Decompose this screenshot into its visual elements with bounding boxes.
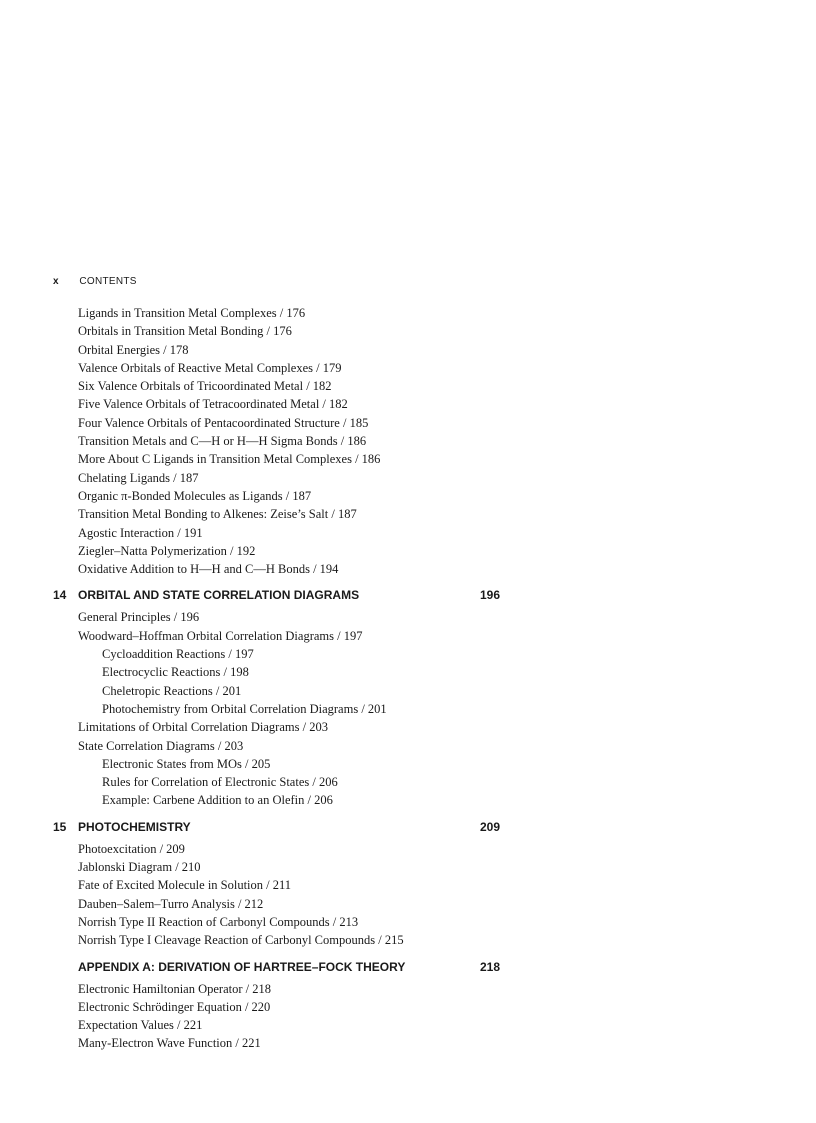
toc-entry: Expectation Values / 221 <box>78 1018 203 1033</box>
toc-entry: Norrish Type I Cleavage Reaction of Carbonyl Compounds / 215 <box>78 933 404 948</box>
toc-entry: Chelating Ligands / 187 <box>78 470 199 485</box>
chapter-title: APPENDIX A: DERIVATION OF HARTREE–FOCK THEORY <box>78 959 406 974</box>
toc-subentry: Cycloaddition Reactions / 197 <box>102 647 254 662</box>
toc-entry: Agostic Interaction / 191 <box>78 525 203 540</box>
chapter-number: 15 <box>53 819 67 834</box>
chapter-title: PHOTOCHEMISTRY <box>78 819 191 834</box>
chapter-title: ORBITAL AND STATE CORRELATION DIAGRAMS <box>78 588 360 603</box>
toc-entry: Photoexcitation / 209 <box>78 841 185 856</box>
chapter-heading <box>53 958 513 976</box>
toc-entry: Ligands in Transition Metal Complexes / 176 <box>78 306 306 320</box>
running-title: CONTENTS <box>79 276 137 287</box>
toc-entry: Jablonski Diagram / 210 <box>78 860 201 875</box>
toc-subentry: Rules for Correlation of Electronic States / 206 <box>102 775 338 790</box>
toc-entry: Fate of Excited Molecule in Solution / 211 <box>78 878 292 893</box>
toc-subentry: Example: Carbene Addition to an Olefin / 206 <box>102 793 333 808</box>
toc-entry: State Correlation Diagrams / 203 <box>78 738 244 753</box>
toc-entry: Oxidative Addition to H—H and C—H Bonds / 194 <box>78 562 339 577</box>
toc-entry: Four Valence Orbitals of Pentacoordinated Structure / 185 <box>78 415 369 430</box>
toc-entry: Many-Electron Wave Function / 221 <box>78 1036 261 1051</box>
toc-entry: Transition Metal Bonding to Alkenes: Zeise’s Salt / 187 <box>78 507 357 522</box>
toc-entry: Valence Orbitals of Reactive Metal Complexes / 179 <box>78 360 342 375</box>
toc-subentry: Cheletropic Reactions / 201 <box>102 683 242 698</box>
page-number: x <box>53 276 59 287</box>
chapter-number: 14 <box>53 588 67 603</box>
toc-entry: Dauben–Salem–Turro Analysis / 212 <box>78 896 264 911</box>
toc-entry: Organic π-Bonded Molecules as Ligands / 187 <box>78 488 312 503</box>
toc-entry: Transition Metals and C—H or H—H Sigma Bonds / 186 <box>78 434 367 449</box>
toc-entry: Limitations of Orbital Correlation Diagrams / 203 <box>78 720 328 735</box>
toc-entry: More About C Ligands in Transition Metal Complexes / 186 <box>78 452 381 467</box>
toc-entry: Woodward–Hoffman Orbital Correlation Diagrams / 197 <box>78 628 363 643</box>
toc-entry: Ziegler–Natta Polymerization / 192 <box>78 543 256 558</box>
chapter-page: 209 <box>480 819 501 834</box>
toc-entry: Electronic Schrödinger Equation / 220 <box>78 999 271 1014</box>
toc-subentry: Electronic States from MOs / 205 <box>102 756 271 771</box>
toc-entry: Orbital Energies / 178 <box>78 342 189 357</box>
table-of-contents <box>53 304 513 1053</box>
chapter-heading <box>53 586 513 604</box>
toc-entry: Five Valence Orbitals of Tetracoordinated Metal / 182 <box>78 397 348 412</box>
toc-entry: Electronic Hamiltonian Operator / 218 <box>78 981 271 996</box>
chapter-page: 218 <box>480 959 501 974</box>
toc-entry: Norrish Type II Reaction of Carbonyl Compounds / 213 <box>78 914 359 929</box>
toc-entry: Orbitals in Transition Metal Bonding / 176 <box>78 324 292 339</box>
chapter-heading <box>53 818 513 836</box>
running-head <box>53 276 137 287</box>
toc-subentry: Photochemistry from Orbital Correlation Diagrams / 201 <box>102 701 387 716</box>
chapter-page: 196 <box>480 588 501 603</box>
toc-entry: Six Valence Orbitals of Tricoordinated Metal / 182 <box>78 379 332 394</box>
toc-entry: General Principles / 196 <box>78 610 200 625</box>
toc-subentry: Electrocyclic Reactions / 198 <box>102 665 249 680</box>
